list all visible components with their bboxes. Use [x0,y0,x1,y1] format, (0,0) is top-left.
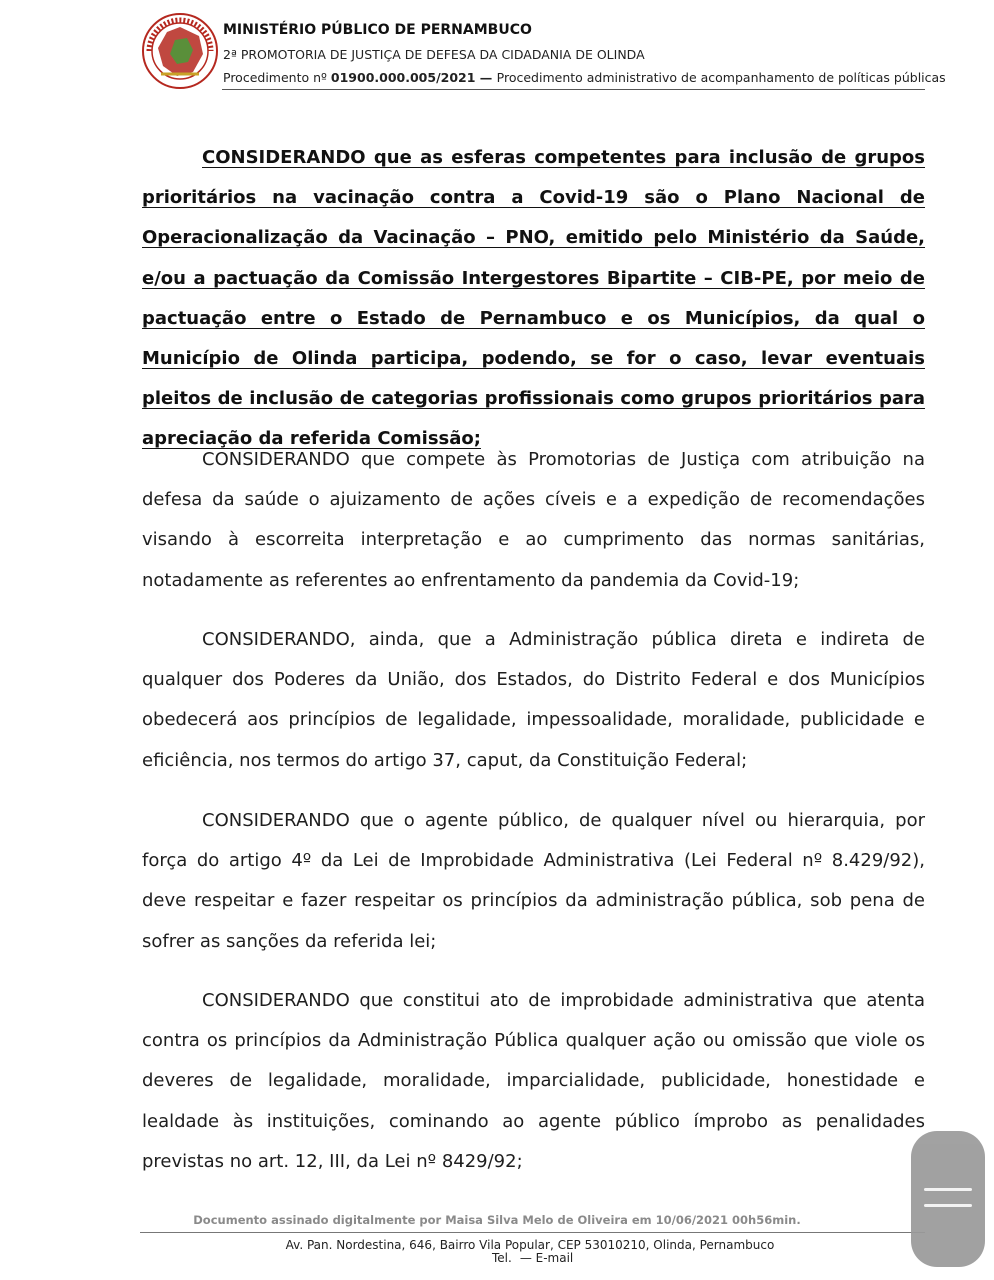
procedure-number: 01900.000.005/2021 [330,70,476,85]
mppe-seal-logo [141,12,219,90]
procedure-dash: — [475,70,497,85]
footer-divider [140,1232,925,1233]
footer-address: Av. Pan. Nordestina, 646, Bairro Vila Popular, CEP 53010210, Olinda, Pernambuco [285,1238,775,1252]
paragraph-considerando-2: CONSIDERANDO que compete às Promotorias de Justiça com atribuição na defesa da saúde o ajuizamento de ações cíveis e a expedição de recomendações visando à escorreita interpretação e ao cumprimento das normas sanitárias, notadamente as referentes ao enfrentamento da pandemia da Covid-19; [142,449,925,591]
header-procedure [223,70,946,85]
footer-contact [492,1251,581,1265]
paragraph-considerando-4: CONSIDERANDO que o agente público, de qualquer nível ou hierarquia, por força do artigo 4º da Lei de Improbidade Administrativa (Lei Federal nº 8.429/92), deve respeitar e fazer respeitar os princípios da administração pública, sob pena de sofrer as sanções da referida lei; [142,810,925,952]
grip-line-icon [924,1204,972,1207]
paragraph-considerando-1: CONSIDERANDO que as esferas competentes para inclusão de grupos prioritários na vacinação contra a Covid-19 são o Plano Nacional de Operacionalização da Vacinação – PNO, emitido pelo Ministério da Saúde, e/ou a pactuação da Comissão Intergestores Bipartite – CIB-PE, por meio de pactuação entre o Estado de Pernambuco e os Municípios, da qual o Município de Olinda participa, podendo, se for o caso, levar eventuais pleitos de inclusão de categorias profissionais como grupos prioritários para apreciação da referida Comissão; [142,147,925,450]
tel-label: Tel. [492,1251,512,1265]
scroll-handle[interactable] [911,1131,985,1267]
paragraph-considerando-3: CONSIDERANDO, ainda, que a Administração pública direta e indireta de qualquer dos Poderes da União, dos Estados, do Distrito Federal e dos Municípios obedecerá aos princípios de legalidade, impessoalidade, moralidade, publicidade e eficiência, nos termos do artigo 37, caput, da Constituição Federal; [142,629,925,771]
procedure-prefix: Procedimento nº [223,70,331,85]
header-organization: MINISTÉRIO PÚBLICO DE PERNAMBUCO [223,22,532,38]
procedure-description: Procedimento administrativo de acompanhamento de políticas públicas [496,70,946,85]
header-promotoria: 2ª PROMOTORIA DE JUSTIÇA DE DEFESA DA CIDADANIA DE OLINDA [223,47,645,62]
digital-signature-note: Documento assinado digitalmente por Maisa Silva Melo de Oliveira em 10/06/2021 00h56min. [193,1213,801,1227]
header-divider [222,89,925,90]
grip-line-icon [924,1188,972,1191]
email-label: — E-mail [519,1251,574,1265]
paragraph-considerando-5: CONSIDERANDO que constitui ato de improbidade administrativa que atenta contra os princípios da Administração Pública qualquer ação ou omissão que viole os deveres de legalidade, moralidade, imparcialidade, publicidade, honestidade e lealdade às instituições, cominando ao agente público ímprobo as penalidades previstas no art. 12, III, da Lei nº 8429/92; [142,990,925,1172]
